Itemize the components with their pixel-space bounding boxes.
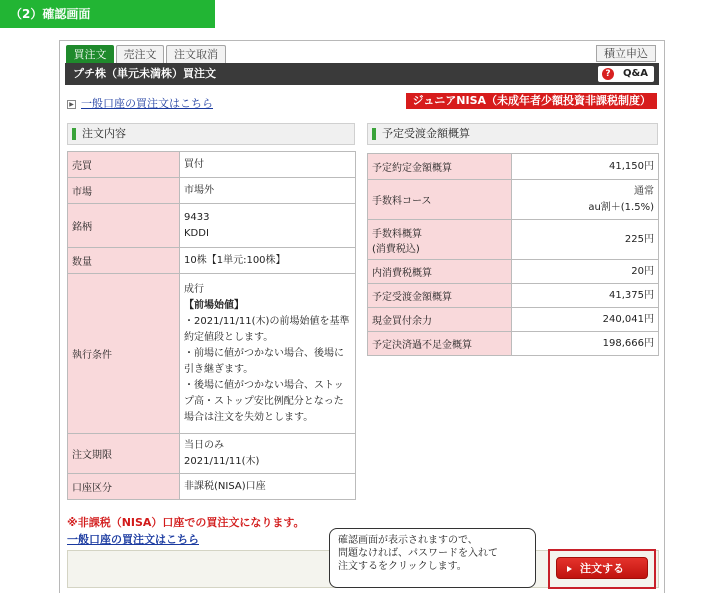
qa-button[interactable] [598, 66, 654, 82]
row-label: 予定受渡金額概算 [368, 284, 512, 308]
row-label: 売買 [68, 152, 180, 178]
table-row [68, 474, 356, 500]
row-value [180, 204, 356, 248]
row-label: 市場 [68, 178, 180, 204]
section-header: （2）確認画面 [0, 0, 215, 28]
table-row [68, 152, 356, 178]
table-row [68, 178, 356, 204]
row-value: 198,666円 [512, 332, 659, 356]
callout-line: 注文するをクリックします。 [338, 561, 467, 572]
tab-sell-order[interactable]: 売注文 [116, 45, 164, 63]
general-account-link-bottom[interactable]: 一般口座の買注文はこちら [67, 533, 199, 546]
estimate-table [367, 153, 659, 356]
row-value: 225円 [512, 220, 659, 260]
table-row [368, 284, 659, 308]
row-value: 非課税(NISA)口座 [180, 474, 356, 500]
order-title: プチ株（単元未満株）買注文 [73, 67, 216, 80]
row-value: 41,150円 [512, 154, 659, 180]
tab-cancel-order[interactable]: 注文取消 [166, 45, 226, 63]
row-label: 手数料コース [368, 180, 512, 220]
row-value [180, 274, 356, 434]
table-row [368, 260, 659, 284]
exec-line: ・前場に値がつかない場合、後場に引き継ぎます。 [184, 347, 344, 375]
table-row [68, 434, 356, 474]
row-value [512, 180, 659, 220]
row-value [180, 434, 356, 474]
order-submit-button[interactable] [556, 557, 648, 579]
order-button-label: 注文する [580, 562, 624, 575]
expiry-line: 2021/11/11(木) [184, 455, 260, 467]
row-value: 20円 [512, 260, 659, 284]
table-row [368, 180, 659, 220]
course-line: 通常 [634, 185, 654, 197]
table-row [68, 248, 356, 274]
order-button-highlight [548, 549, 656, 589]
estimate-heading: 予定受渡金額概算 [367, 123, 658, 145]
order-details-table [67, 151, 356, 500]
stock-name: KDDI [184, 227, 209, 239]
general-account-link-row [67, 95, 213, 111]
instruction-callout [329, 528, 536, 588]
row-label: 内消費税概算 [368, 260, 512, 284]
order-panel [59, 40, 665, 593]
table-row [68, 274, 356, 434]
row-label: 銘柄 [68, 204, 180, 248]
exec-line: ・2021/11/11(木)の前場始値を基準約定値段とします。 [184, 315, 350, 343]
callout-line: 確認画面が表示されますので、 [338, 535, 478, 546]
row-label: 口座区分 [68, 474, 180, 500]
exec-line: ・後場に値がつかない場合、ストップ高・ストップ安比例配分となった場合は注文を失効とします。 [184, 379, 344, 423]
course-line: au割＋(1.5%) [588, 201, 654, 213]
tab-buy-order[interactable]: 買注文 [66, 45, 114, 63]
row-label: 予定約定金額概算 [368, 154, 512, 180]
table-row [68, 204, 356, 248]
row-value: 買付 [180, 152, 356, 178]
table-row [368, 332, 659, 356]
row-label: 数量 [68, 248, 180, 274]
order-title-bar [65, 63, 659, 85]
table-row [368, 308, 659, 332]
row-label: 注文期限 [68, 434, 180, 474]
table-row [368, 220, 659, 260]
question-icon: ? [602, 68, 614, 80]
row-value: 41,375円 [512, 284, 659, 308]
qa-label: Q&A [623, 68, 648, 79]
general-account-link-bottom-row [67, 531, 199, 547]
play-arrow-icon [567, 566, 572, 572]
order-details-heading: 注文内容 [67, 123, 355, 145]
row-value: 10株【1単元:100株】 [180, 248, 356, 274]
row-value: 市場外 [180, 178, 356, 204]
fee-label-line: (消費税込) [372, 243, 420, 255]
stock-code: 9433 [184, 211, 210, 223]
fee-label-line: 手数料概算 [372, 228, 422, 240]
exec-line: 成行 [184, 283, 204, 295]
row-label [368, 220, 512, 260]
expiry-line: 当日のみ [184, 439, 224, 451]
general-account-link[interactable]: 一般口座の買注文はこちら [81, 97, 213, 110]
row-value: 240,041円 [512, 308, 659, 332]
nisa-badge: ジュニアNISA（未成年者少額投資非課税制度） [406, 93, 657, 109]
callout-line: 問題なければ、パスワードを入れて [338, 548, 498, 559]
nisa-notice: ※非課税（NISA）口座での買注文になります。 [67, 516, 305, 529]
tsumitate-button[interactable]: 積立申込 [596, 45, 656, 62]
row-label: 執行条件 [68, 274, 180, 434]
table-row [368, 154, 659, 180]
row-label: 現金買付余力 [368, 308, 512, 332]
arrow-right-icon: ▶ [67, 100, 76, 109]
row-label: 予定決済過不足金概算 [368, 332, 512, 356]
exec-line: 【前場始値】 [184, 299, 244, 311]
